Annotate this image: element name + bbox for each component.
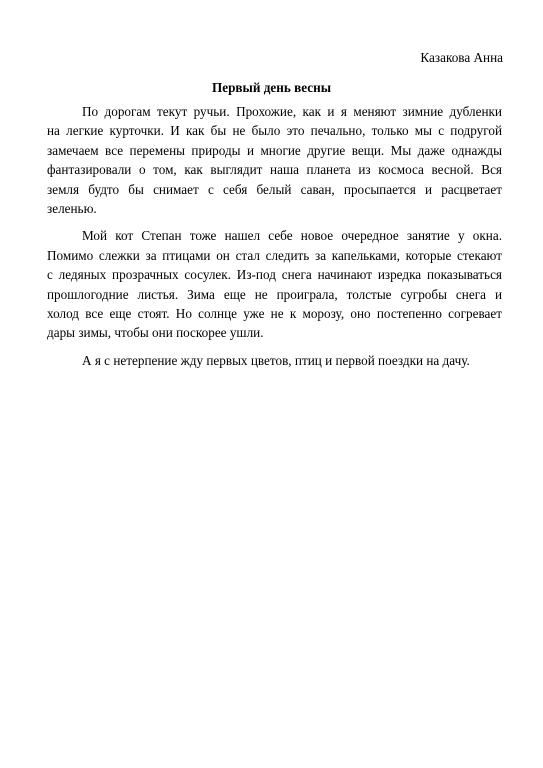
paragraph-2	[47, 226, 502, 342]
text-line: земля будто бы снимает с себя белый саван, просыпается и расцветает	[47, 181, 502, 197]
paragraph-3	[47, 351, 502, 370]
text-line: Помимо слежки за птицами он стал следить за капельками, которые стекают	[47, 247, 502, 263]
text-line: А я с нетерпение жду первых цветов, птиц и первой поездки на дачу.	[82, 352, 470, 368]
text-line: дары зимы, чтобы они поскорее ушли.	[47, 325, 264, 341]
text-line: По дорогам текут ручьи. Прохожие, как и я меняют зимние дубленки	[82, 104, 502, 119]
paragraph-1	[47, 102, 502, 218]
text-line: холод все еще стоят. Но солнце уже не к морозу, оно постепенно согревает	[47, 306, 502, 322]
author-name: Казакова Анна	[420, 50, 503, 65]
text-line: Мой кот Степан тоже нашел себе новое очередное занятие у окна.	[82, 228, 502, 244]
text-line: на легкие курточки. И как бы не было это печально, только мы с подругой	[47, 123, 502, 139]
document-body	[47, 102, 502, 378]
text-line: с ледяных прозрачных сосулек. Из-под снега начинают изредка показываться	[47, 267, 502, 283]
text-line: фантазировали о том, как выглядит наша планета из космоса весной. Вся	[47, 162, 502, 178]
text-line: прошлогодние листья. Зима еще не проиграла, толстые сугробы снега и	[47, 286, 502, 302]
text-line: замечаем все перемены природы и многие другие вещи. Мы даже однажды	[47, 142, 502, 158]
document-title: Первый день весны	[211, 80, 332, 95]
text-line: зеленью.	[47, 201, 97, 217]
